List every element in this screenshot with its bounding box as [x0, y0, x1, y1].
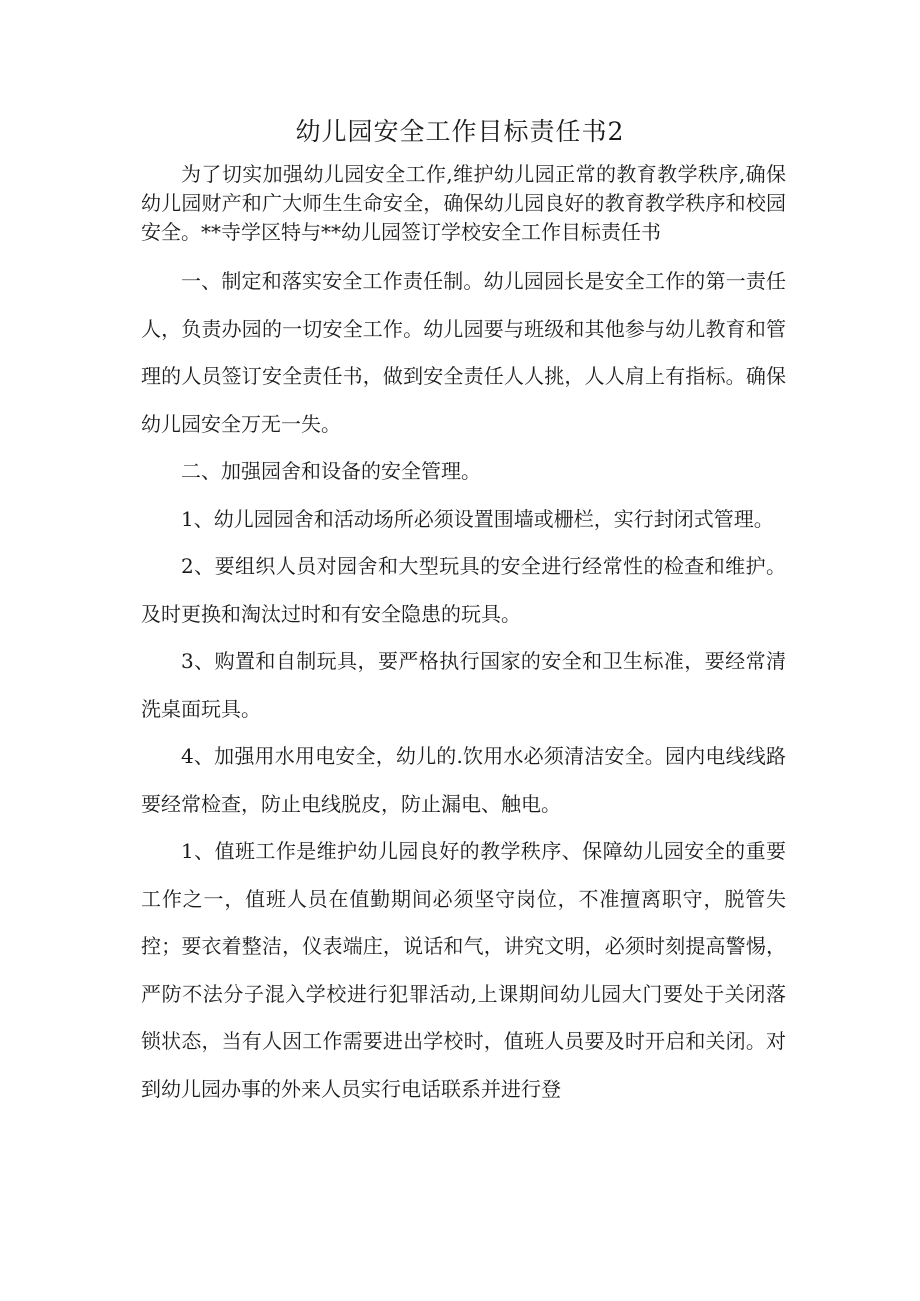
section-responsibility-paragraph: 一、制定和落实安全工作责任制。幼儿园园长是安全工作的第一责任人，负责办园的一切安全工作。幼儿园要与班级和其他参与幼儿教育和管理的人员签订安全责任书，做到安全责任人人挑，人人肩上有指标。确保幼儿园安全万无一失。: [141, 269, 786, 436]
item-inspection-paragraph: 2、要组织人员对园舍和大型玩具的安全进行经常性的检查和维护。及时更换和淘汰过时和有安全隐患的玩具。: [141, 554, 786, 626]
item-enclosure-paragraph: 1、幼儿园园舍和活动场所必须设置围墙或栅栏，实行封闭式管理。: [181, 506, 774, 531]
item-duty-paragraph: 1、值班工作是维护幼儿园良好的教学秩序、保障幼儿园安全的重要工作之一，值班人员在值勤期间必须坚守岗位，不准擅离职守，脱管失控；要衣着整洁，仪表端庄，说话和气，讲究文明，必须时刻提高警惕，严防不法分子混入学校进行犯罪活动,上课期间幼儿园大门要处于关闭落锁状态，当有人因工作需要进出学校时，值班人员要及时开启和关闭。对到幼儿园办事的外来人员实行电话联系并进行登: [141, 839, 786, 1101]
section-facility-heading: 二、加强园舍和设备的安全管理。: [181, 459, 481, 483]
document-title: 幼儿园安全工作目标责任书2: [295, 117, 625, 146]
document-body: [141, 160, 786, 1113]
intro-paragraph: 为了切实加强幼儿园安全工作,维护幼儿园正常的教育教学秩序,确保幼儿园财产和广大师生生命安全，确保幼儿园良好的教育教学秩序和校园安全。**寺学区特与**幼儿园签订学校安全工作目标责任书: [141, 162, 786, 244]
item-toys-paragraph: 3、购置和自制玩具，要严格执行国家的安全和卫生标准，要经常清洗桌面玩具。: [141, 649, 786, 721]
item-water-electricity-paragraph: 4、加强用水用电安全，幼儿的.饮用水必须清洁安全。园内电线线路要经常检查，防止电线脱皮，防止漏电、触电。: [141, 744, 786, 816]
